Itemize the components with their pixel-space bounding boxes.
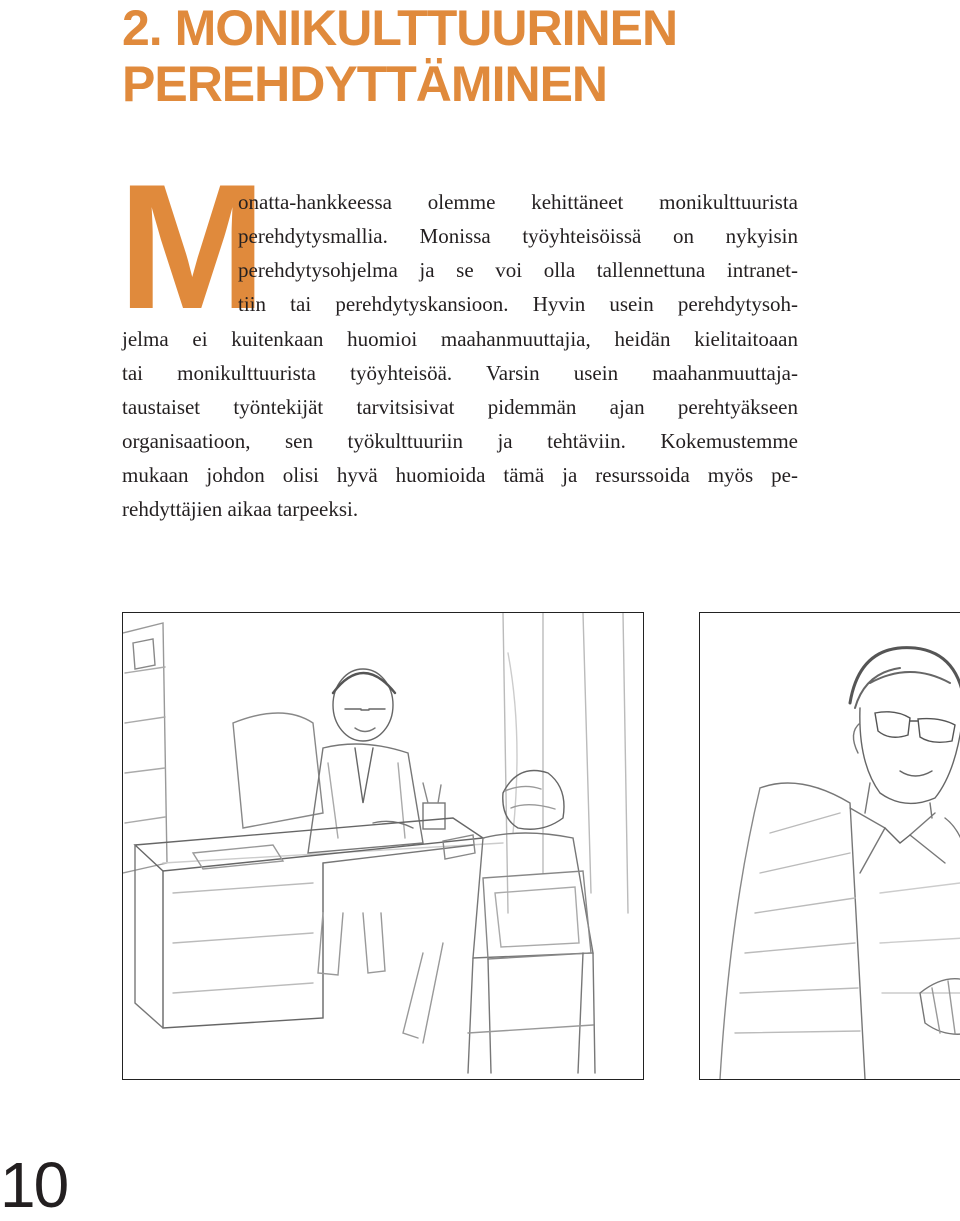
chapter-title-line-1: 2. MONIKULTTUURINEN (122, 0, 678, 56)
chapter-title (122, 0, 677, 112)
body-line-1: onatta-hankkeessa olemme kehittäneet monikulttuurista (238, 190, 798, 214)
body-line-3: perehdytysohjelma ja se voi olla tallennettuna intranet- (238, 258, 798, 282)
body-line-7: taustaiset työntekijät tarvitsisivat pidemmän ajan perehtyäkseen (122, 395, 798, 419)
body-line-6: tai monikulttuurista työyhteisöä. Varsin usein maahanmuuttaja- (122, 361, 798, 385)
body-line-2: perehdytysmallia. Monissa työyhteisöissä on nykyisin (238, 224, 798, 248)
body-line-8: organisaatioon, sen työkulttuuriin ja tehtäviin. Kokemustemme (122, 429, 798, 453)
body-line-5: jelma ei kuitenkaan huomioi maahanmuuttajia, heidän kielitaitoaan (122, 327, 798, 351)
body-line-10: rehdyttäjien aikaa tarpeeksi. (122, 497, 359, 521)
page-number: 10 (0, 1149, 68, 1221)
office-meeting-illustration (122, 612, 644, 1080)
body-line-4: tiin tai perehdytyskansioon. Hyvin usein perehdytysoh- (238, 292, 798, 316)
body-line-9: mukaan johdon olisi hyvä huomioida tämä ja resurssoida myös pe- (122, 463, 798, 487)
drop-cap: M (118, 147, 261, 346)
man-with-glasses-illustration (699, 612, 960, 1080)
chapter-title-line-2: PEREHDYTTÄMINEN (122, 56, 608, 112)
